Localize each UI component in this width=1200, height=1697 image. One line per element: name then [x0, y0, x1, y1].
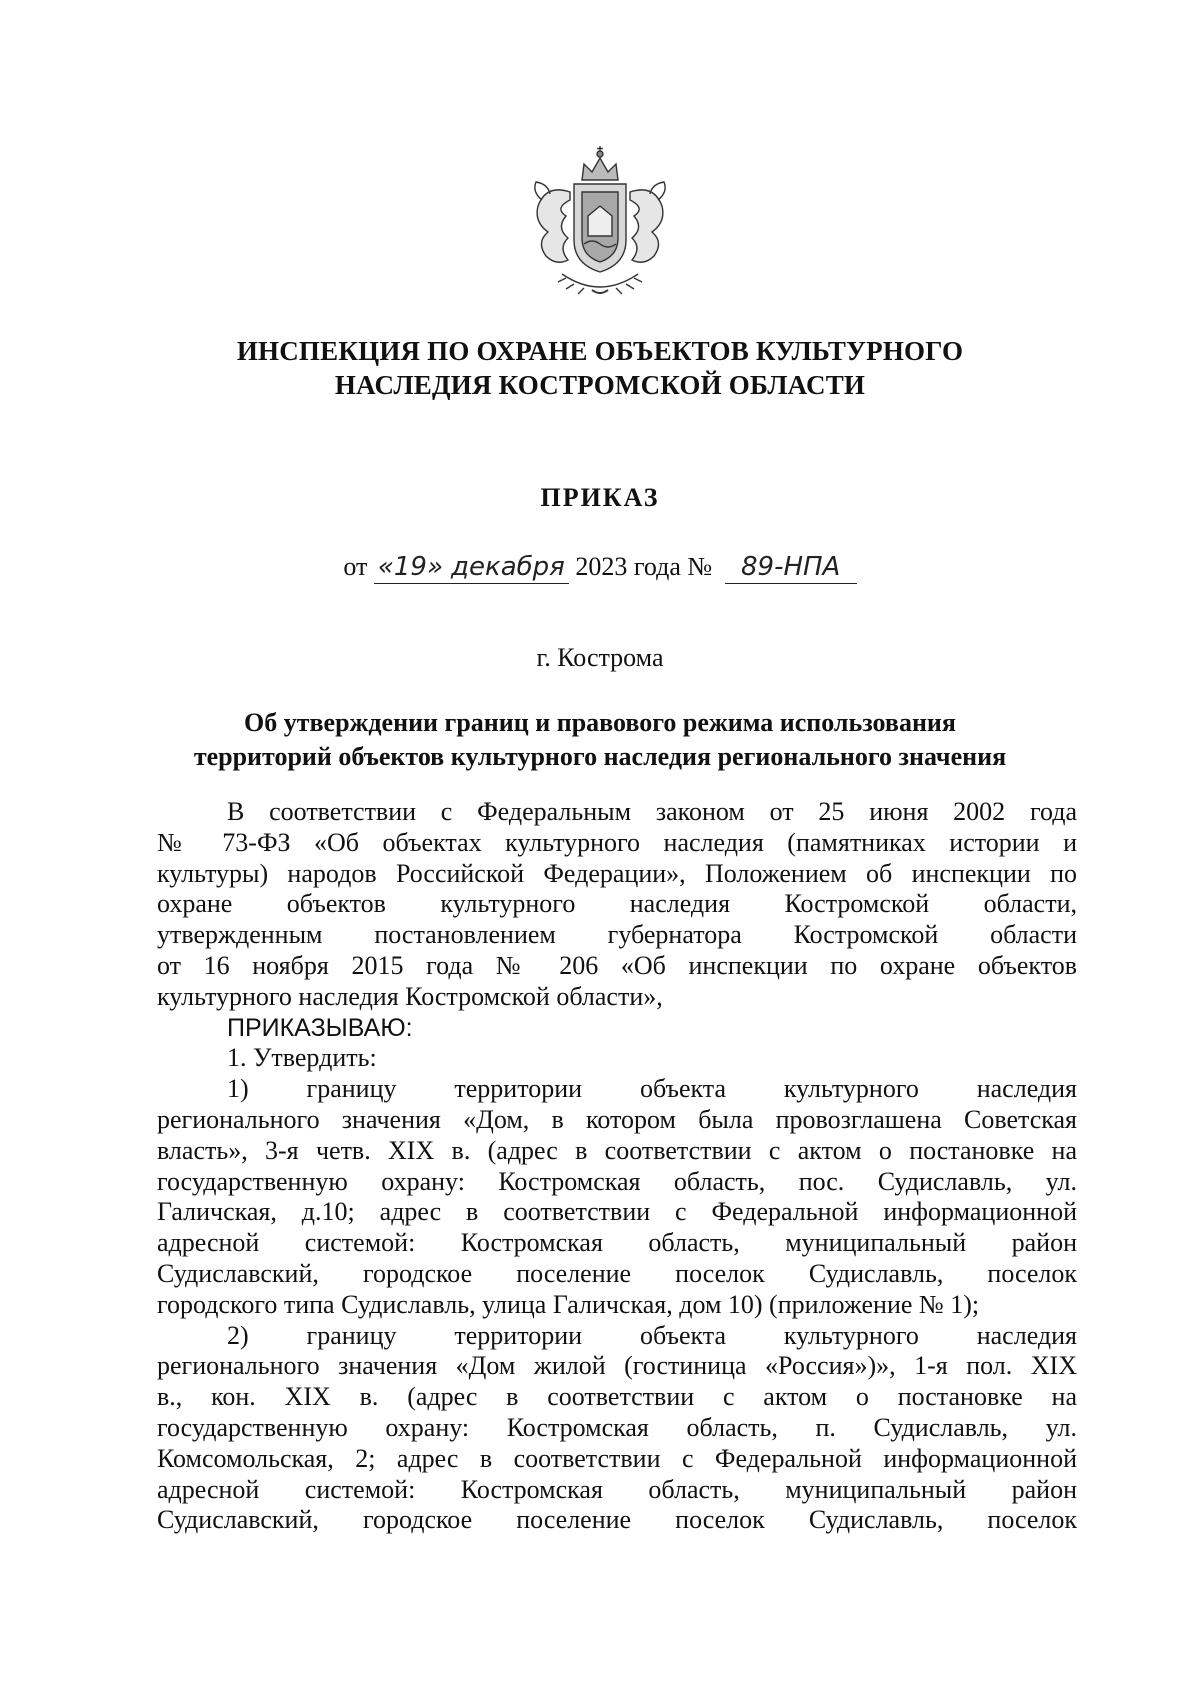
organization-title [150, 334, 1050, 402]
body-line: власть», 3-я четв. XIX в. (адрес в соответствии с актом о постановке на [157, 1135, 1077, 1165]
body-line: в., кон. XIX в. (адрес в соответствии с актом о постановке на [157, 1382, 1077, 1412]
body-line: охране объектов культурного наследия Костромской области, [157, 889, 1077, 919]
document-city: г. Кострома [536, 643, 664, 672]
date-close-quote: » [426, 552, 444, 582]
body-line: утвержденным постановлением губернатора Костромской области [157, 920, 1077, 950]
handwritten-month: декабря [447, 551, 569, 584]
organization-title-line-1: ИНСПЕКЦИЯ ПО ОХРАНЕ ОБЪЕКТОВ КУЛЬТУРНОГО [236, 336, 964, 366]
body-line: Комсомольская, 2; адрес в соответствии с Федеральной информационной [157, 1443, 1077, 1473]
date-prefix: от [343, 552, 368, 581]
document-date-line [0, 542, 1200, 592]
subject-line-1: Об утверждении границ и правового режима использования [244, 708, 956, 737]
body-line: 2) границу территории объекта культурного наследия [227, 1320, 1077, 1350]
body-line: Галичская, д.10; адрес в соответствии с Федеральной информационной [157, 1197, 1077, 1227]
body-line: 1. Утвердить: [227, 1043, 377, 1073]
order-keyword: ПРИКАЗЫВАЮ: [227, 1013, 413, 1042]
date-open-quote: « [377, 552, 394, 582]
body-line: культуры) народов Российской Федерации», Положением об инспекции по [157, 858, 1077, 888]
coat-of-arms-emblem [512, 140, 688, 308]
body-line: культурного наследия Костромской области», [157, 981, 663, 1011]
body-line: адресной системой: Костромская область, муниципальный район [157, 1228, 1077, 1258]
body-line: 1) границу территории объекта культурного наследия [227, 1074, 1077, 1104]
document-subject [150, 706, 1050, 774]
body-line: от 16 ноября 2015 года № 206 «Об инспекции по охране объектов [157, 950, 1077, 980]
body-line: В соответствии с Федеральным законом от 25 июня 2002 года [227, 797, 1077, 826]
handwritten-day [374, 551, 447, 584]
organization-title-line-2: НАСЛЕДИЯ КОСТРОМСКОЙ ОБЛАСТИ [334, 370, 866, 400]
body-line: Судиславский, городское поселение поселок Судиславль, поселок [157, 1258, 1077, 1288]
document-type: ПРИКАЗ [540, 483, 660, 512]
document-body [157, 797, 1077, 1536]
date-day: 19 [393, 552, 427, 582]
body-line: государственную охрану: Костромская область, пос. Судиславль, ул. [157, 1166, 1077, 1196]
handwritten-document-number: 89-НПА [725, 551, 857, 584]
body-line: регионального значения «Дом жилой (гостиница «Россия»)», 1-я пол. XIX [157, 1351, 1077, 1381]
body-line: № 73-ФЗ «Об объектах культурного наследия (памятниках истории и [157, 827, 1077, 857]
date-year-text: 2023 года № [575, 552, 713, 581]
body-line: государственную охрану: Костромская область, п. Судиславль, ул. [157, 1412, 1077, 1442]
body-line: Судиславский, городское поселение поселок Судиславль, поселок [157, 1505, 1077, 1535]
body-line: городского типа Судиславль, улица Галичская, дом 10) (приложение № 1); [157, 1289, 980, 1319]
body-line: адресной системой: Костромская область, муниципальный район [157, 1474, 1077, 1504]
body-line: регионального значения «Дом, в котором была провозглашена Советская [157, 1104, 1077, 1134]
subject-line-2: территорий объектов культурного наследия регионального значения [193, 742, 1007, 771]
